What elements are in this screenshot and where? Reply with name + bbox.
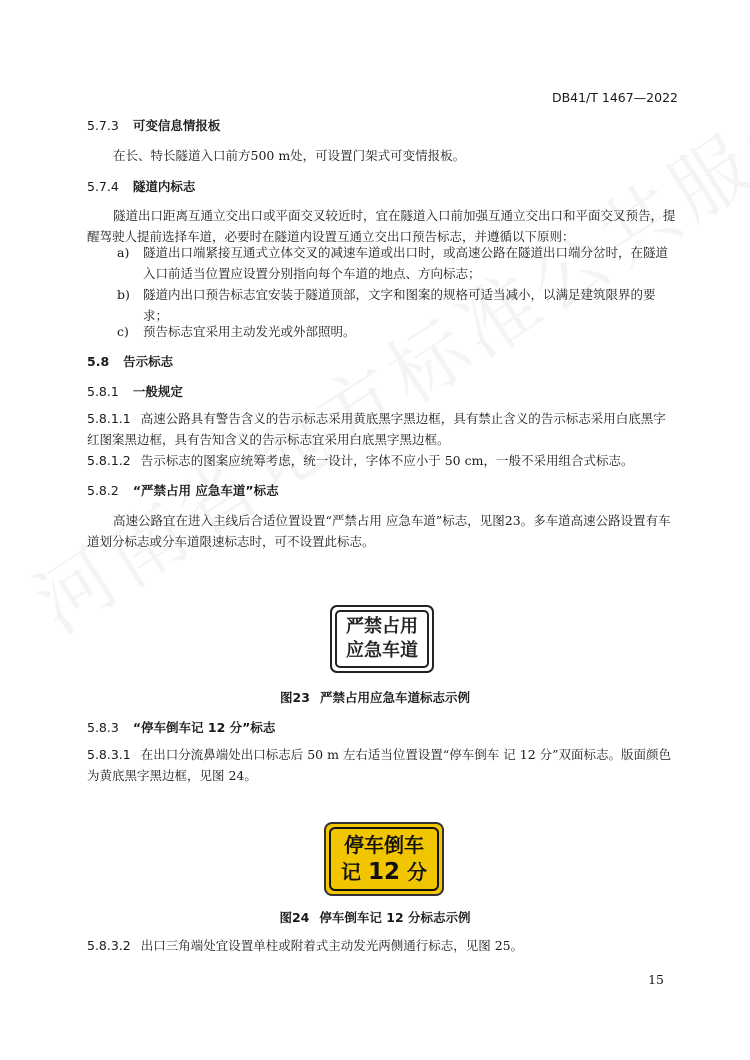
list-item — [117, 321, 677, 342]
clause-text: 告示标志的图案应统筹考虑，统一设计，字体不应小于 50 cm，一般不采用组合式标志。 — [140, 453, 634, 468]
figure-title: 严禁占用应急车道标志示例 — [319, 690, 470, 705]
sign-line-1: 严禁占用 — [346, 616, 418, 637]
section-5-8-heading — [87, 352, 173, 370]
clause-text: 高速公路具有警告含义的告示标志采用黄底黑字黑边框，具有禁止含义的告示标志采用白底黑字红图案黑边框，具有告知含义的告示标志宜采用白底黑字黑边框。 — [87, 411, 666, 447]
document-id: DB41/T 1467—2022 — [551, 90, 678, 105]
section-number: 5.8 — [87, 354, 110, 369]
paragraph — [87, 408, 677, 450]
list-text: 预告标志宜采用主动发光或外部照明。 — [143, 324, 356, 339]
no-reversing-sign — [324, 822, 444, 896]
section-5-7-3-heading — [87, 116, 220, 134]
sign-line-2 — [341, 859, 427, 886]
section-title: “严禁占用 应急车道”标志 — [132, 483, 279, 498]
figure-23-caption — [0, 688, 750, 706]
clause-number: 5.8.3.1 — [87, 747, 131, 762]
section-title: 可变信息情报板 — [132, 118, 221, 133]
figure-number: 图23 — [280, 690, 310, 705]
section-number: 5.8.1 — [87, 384, 119, 399]
clause-number: 5.8.1.2 — [87, 453, 131, 468]
list-marker: a) — [117, 245, 130, 260]
sign-points: 12 — [367, 859, 400, 885]
list-marker: c) — [117, 324, 129, 339]
figure-number: 图24 — [279, 910, 310, 925]
section-number: 5.8.3 — [87, 720, 119, 735]
figure-24-caption — [0, 908, 750, 926]
page-number: 15 — [648, 972, 664, 987]
list-item — [117, 284, 677, 326]
section-number: 5.7.4 — [87, 179, 119, 194]
section-5-8-3-heading — [87, 718, 275, 736]
paragraph: 高速公路宜在进入主线后合适位置设置“严禁占用 应急车道”标志，见图23。多车道高速公路设置有车道划分标志或分车道限速标志时，可不设置此标志。 — [87, 513, 671, 549]
section-number: 5.7.3 — [87, 118, 119, 133]
sign-text: 记 — [341, 860, 362, 884]
paragraph — [87, 744, 677, 786]
section-5-8-2-heading — [87, 481, 279, 499]
section-title: “停车倒车记 12 分”标志 — [132, 720, 276, 735]
section-title: 告示标志 — [123, 354, 174, 369]
sign-line-2: 应急车道 — [346, 640, 418, 661]
clause-text: 在出口分流鼻端处出口标志后 50 m 左右适当位置设置“停车倒车 记 12 分”双面标志。版面颜色为黄底黑字黑边框，见图 24。 — [87, 747, 672, 783]
list-text: 隧道出口端紧接互通式立体交叉的减速车道或出口时，或高速公路在隧道出口端分岔时，在隧道入口前适当位置应设置分别指向每个车道的地点、方向标志； — [143, 245, 669, 281]
paragraph — [87, 935, 677, 956]
list-marker: b) — [117, 287, 130, 302]
list-item — [117, 242, 677, 284]
emergency-lane-sign — [330, 605, 434, 673]
paragraph: 隧道出口距离互通立交出口或平面交叉较近时，宜在隧道入口前加强互通立交出口和平面交叉预告，提醒驾驶人提前选择车道，必要时在隧道内设置互通立交出口预告标志，并遵循以下原则： — [87, 208, 676, 244]
section-5-7-4-heading — [87, 177, 195, 195]
section-title: 一般规定 — [132, 384, 183, 399]
sign-inner-border — [335, 610, 429, 668]
list-text: 隧道内出口预告标志宜安装于隧道顶部，文字和图案的规格可适当减小，以满足建筑限界的要求； — [143, 287, 656, 323]
figure-title: 停车倒车记 12 分标志示例 — [319, 910, 471, 925]
section-5-8-1-heading — [87, 382, 183, 400]
clause-text: 出口三角端处宜设置单柱或附着式主动发光两侧通行标志，见图 25。 — [140, 938, 524, 953]
section-number: 5.8.2 — [87, 483, 119, 498]
sign-line-1: 停车倒车 — [344, 833, 424, 857]
sign-text: 分 — [406, 860, 427, 884]
paragraph: 在长、特长隧道入口前方500 m处，可设置门架式可变情报板。 — [113, 148, 466, 163]
paragraph — [87, 450, 677, 471]
sign-inner-border — [329, 827, 439, 891]
clause-number: 5.8.1.1 — [87, 411, 131, 426]
section-title: 隧道内标志 — [132, 179, 196, 194]
clause-number: 5.8.3.2 — [87, 938, 131, 953]
